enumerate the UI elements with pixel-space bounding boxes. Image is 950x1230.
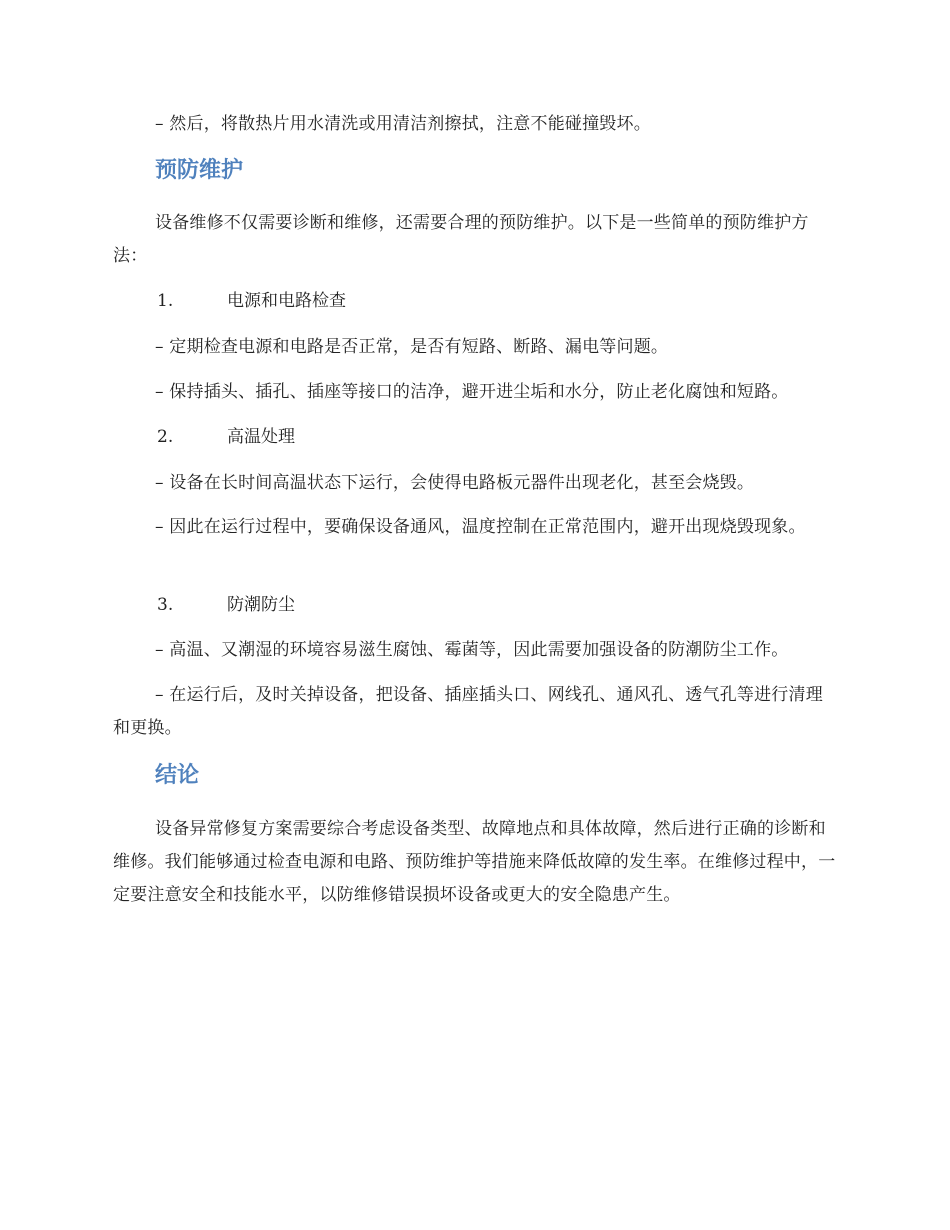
list-item-point: – 高温、又潮湿的环境容易滋生腐蚀、霉菌等，因此需要加强设备的防潮防尘工作。 [155,640,789,660]
list-item-point: – 设备在长时间高温状态下运行，会使得电路板元器件出现老化，甚至会烧毁。 [155,473,755,493]
list-item-number: 1. [157,291,174,311]
heading-conclusion: 结论 [155,763,200,788]
list-item-title: 防潮防尘 [227,595,295,615]
list-item-title: 高温处理 [227,427,295,447]
list-item-number: 2. [157,427,174,447]
list-item-point: – 定期检查电源和电路是否正常，是否有短路、断路、漏电等问题。 [155,337,669,357]
heading-prevention: 预防维护 [155,158,244,183]
list-item-number: 3. [157,595,174,615]
list-item-title: 电源和电路检查 [227,291,346,311]
list-item [157,591,295,619]
list-item-point: – 保持插头、插孔、插座等接口的洁净，避开进尘垢和水分，防止老化腐蚀和短路。 [155,382,789,402]
list-item [157,423,295,451]
conclusion-body: 设备异常修复方案需要综合考虑设备类型、故障地点和具体故障，然后进行正确的诊断和维修。我们能够通过检查电源和电路、预防维护等措施来降低故障的发生率。在维修过程中，一定要注意安全和技能水平，以防维修错误损坏设备或更大的安全隐患产生。 [113,819,836,905]
list-item-point: – 在运行后，及时关掉设备，把设备、插座插头口、网线孔、通风孔、透气孔等进行清理和更换。 [113,685,823,738]
prevention-intro: 设备维修不仅需要诊断和维修，还需要合理的预防维护。以下是一些简单的预防维护方法： [113,213,809,266]
list-item-point: – 因此在运行过程中，要确保设备通风，温度控制在正常范围内，避开出现烧毁现象。 [155,517,806,537]
intro-line: – 然后，将散热片用水清洗或用清洁剂擦拭，注意不能碰撞毁坏。 [155,114,651,134]
list-item [157,287,346,315]
